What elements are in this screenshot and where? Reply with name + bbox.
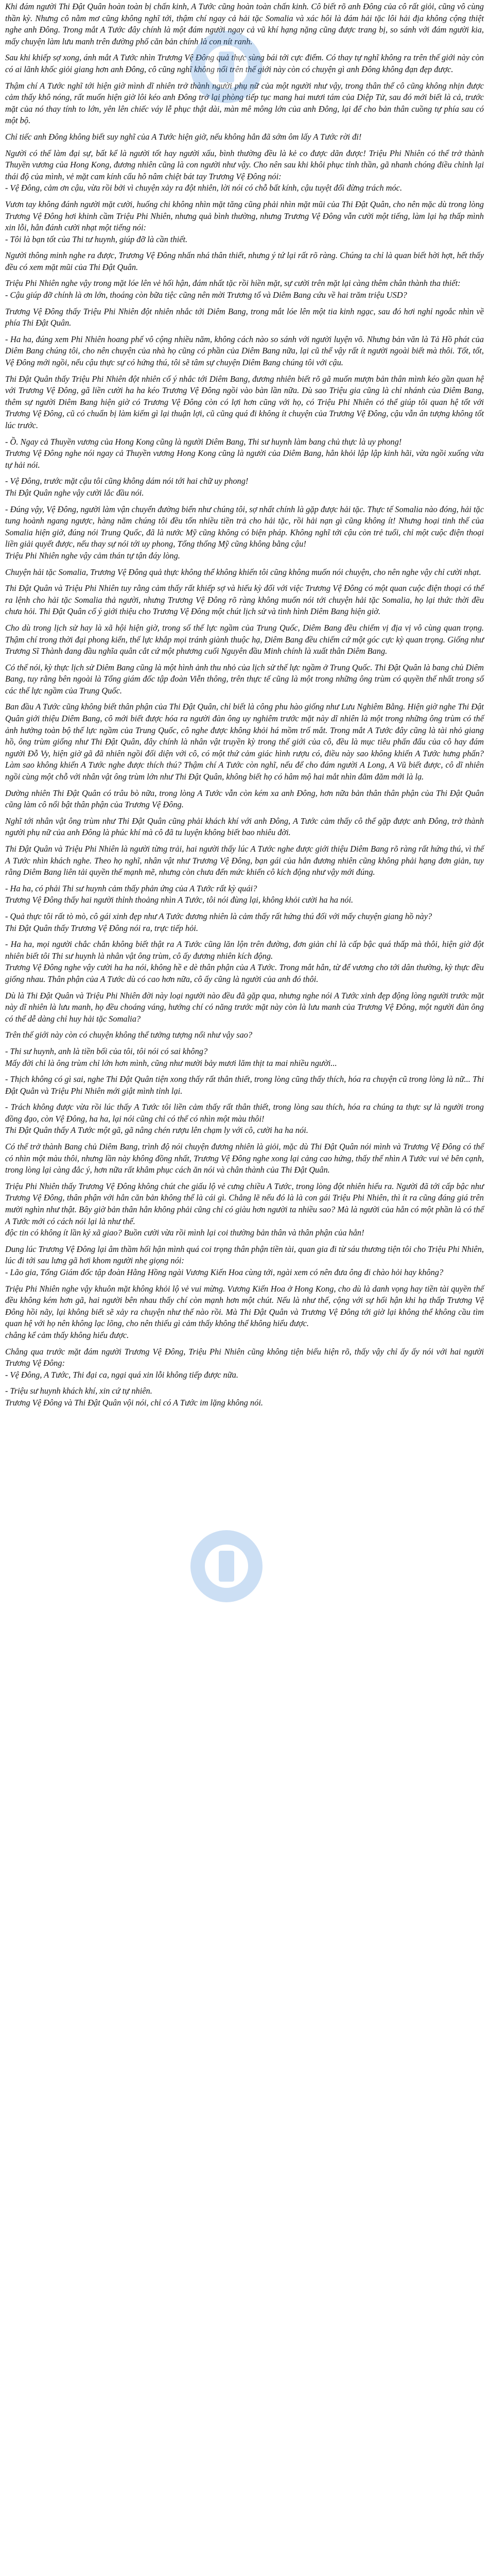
paragraph: Trên thế giới này còn có chuyện không thể tưởng tượng nổi như vậy sao? bbox=[5, 1030, 253, 1040]
paragraph: - Ha ha, có phải Thi sư huynh cảm thấy phản ứng của A Tước rất kỳ quái? Trương Vệ Đông thấy hai người thỉnh thoảng nhìn A Tước, tôi nói đùng lại, không khỏi cười ha ha nói. bbox=[5, 883, 354, 905]
paragraph: Ban đầu A Tước cũng không biết thân phận của Thi Đật Quân, chỉ biết là công phu hào giống như Lưu Nghiêm Bằng. Hiện giờ nghe Thi Đật Quân giới thiệu Diêm Bang, cô mới biết được hóa ra người đàn ông uy nghiêm trước mặt này dĩ nhiên là một trong những ông trùm có thế ảnh hưởng toàn bộ thế lực ngầm của Trung Quốc, cô nghe được không khỏi há mồm trố mắt. Trong mắt A Tước đây cũng là tài nhỏ giang hồ, ông trùm giống như Thi Đật Quân, đây chính là nhân vật truyền kỳ trong thế giới của cô, đều là mục tiêu phấn đấu của cô hay đám người Đỗ Vy, hiện giờ gã đã nhiên ngồi đối diện với cô, có một thứ cảm giác hình rượu có, điều này sao không khiến A Tước hưng phấn? Làm sao không khiến A Tước nghe được thích thú? Thậm chí A Tước còn nghĩ, nếu để cho đám người A Long, A Vũ biết được, cô dĩ nhiên ngồi cùng một chỗ với nhân vật ông trùm lớn như Thi Đật Quân, không biết họ có hâm mộ hai mắt nhìn đăm đăm mới là lạ. bbox=[5, 702, 484, 782]
paragraph: Vươn tay không đánh người mặt cười, huống chi không nhìn mặt tăng cũng phải nhìn mặt mũi của Thi Đật Quân, cho nên mặc dù trong lòng Trương Vệ Đông hơi khinh cầm Triệu Phi Nhiên, nhưng quả bình thường, nhưng Trương Vệ Đông vẫn cười một tiếng, làm lại hạ thấp mình xin lỗi, hẳn đánh cười nhạt một tiếng nói: - Tôi là bạn tốt của Thi tư huynh, giúp đỡ là cần thiết. bbox=[5, 199, 484, 244]
paragraph: - Vệ Đông, trước mặt cậu tôi cũng không dám nói tới hai chữ uy phong! Thi Đật Quân nghe vậy cười lắc đầu nói. bbox=[5, 476, 249, 498]
paragraph: - Triệu sư huynh khách khí, xin cứ tự nhiên. Trương Vệ Đông và Thi Đật Quân vội nói, chỉ có A Tước im lặng không nói. bbox=[5, 1386, 263, 1408]
paragraph: Sau khi khiếp sợ xong, ánh mắt A Tước nhìn Trương Vệ Đông quả thực sùng bái tới cực điểm. Có thay tự nghĩ không ra trên thế giới này còn có ai lãnh khốc giỏi giang hơn anh Đông, cô cũng nghĩ không nổi trên thế giới này còn có chuyện gì anh Đông không đạn đẹp được. bbox=[5, 53, 484, 74]
paragraph: Người thông minh nghe ra được, Trương Vệ Đông nhấn nhá thân thiết, nhưng ý tứ lại rất rõ ràng. Chúng ta chỉ là quan biết hời hợt, hết thấy đều có xem mặt mũi của Thi Đật Quân. bbox=[5, 250, 484, 272]
paragraph: Thi Đật Quân và Triệu Phi Nhiên là người từng trải, hai người thấy lúc A Tước nghe được giới thiệu Diêm Bang rõ ràng rất hứng thú, vì thế A Tước nhìn khách nghe. Theo họ nghĩ, nhân vật như Trương Vệ Đông, bạn gái của hẳn đương nhiên cũng không phải hạng đơn giản, tuy rằng Diêm Bang liên tải quyền thế mạnh mẽ, nhưng còn chưa đến mức khiến cô kích động như vậy mới đúng. bbox=[5, 844, 484, 877]
paragraph: Chuyện hải tặc Somalia, Trương Vệ Đông quả thực không thể không khiến tôi cũng không muốn nói chuyện, cho nên nghe vậy chỉ cười nhạt. bbox=[5, 567, 481, 577]
paragraph: Chẳng qua trước mặt đám người Trương Vệ Đông, Triệu Phi Nhiên cũng không tiện biểu hiện rõ, thấy vậy chỉ ấy ấy nói với hai người Trương Vệ Đông: - Vệ Đông, A Tước, Thi đại ca, ngại quá xin lỗi không tiếp được nữa. bbox=[5, 1346, 484, 1380]
paragraph: - Trách không được vừa rồi lúc thấy A Tước tôi liền cảm thấy rất thân thiết, trong lòng sau thích, hóa ra chúng ta thực sự là người trong đồng đạo, còn Vệ Đông, ha ha, lại nói cũng chỉ có thể có nhìn một màu thôi! Thi Đật Quân thấy A Tước một gã, gã nâng chén rượu lên chạm ly với cô, cười ha ha nói. bbox=[5, 1102, 484, 1136]
paragraph: Thậm chí A Tước nghĩ tới hiện giờ mình dĩ nhiên trở thành người phụ nữ của một người như vậy, trong thân thể cô cũng không nhịn được cảm thấy khô nóng, rất muốn hiện giờ lôi kéo anh Đông trở lại phòng tiếp tục mang hai mươi tám của Diệp Tử, sau đó mới biết là cả, trước mặt của nó thay tính to lớn, yên lên chiếc váy lễ phục thật dài, màn mê mông lớn của anh Đông, lại để cho bản thân cuồng tự phía sau có một bộ. bbox=[5, 80, 484, 126]
paragraph: - Ồ. Ngay cả Thuyền vương của Hong Kong cũng là người Diêm Bang, Thi sư huynh làm bang chủ thực là uy phong! Trương Vệ Đông nghe nói ngay cả Thuyền vương Hong Kong cũng là người của Diêm Bang, hẳn khỏi lập lập kinh hãi, vừa ngồi xuống vừa tự hải nói. bbox=[5, 436, 484, 470]
paragraph: Triệu Phi Nhiên nghe vậy khuôn mặt không khỏi lộ vẻ vui mừng. Vương Kiến Hoa ở Hong Kong, cho dù là danh vọng hay tiền tài quyền thế đều không kém hơn gã, hai người bên nhau thấy chí còn mạnh hơn một chút. Nếu là như thế, cộng với sự hối hận khi hạ thấp Trương Vệ Đông hồi nãy, lại không biết sẽ xảy ra chuyện như thế nào rồi. Mà Thi Đật Quân và Trương Vệ Đông tới giờ lại không thể không cầu tìm quan hệ với họ nên không lạc lõng, cho nên thiếu gì cảm thấy không thể không hiểu được. chẳng kể cảm thấy không hiểu được. bbox=[5, 1283, 484, 1340]
paragraph: Người có thể làm đại sự, bất kể là người tốt hay người xấu, bình thường đều là kẻ co được dãn được! Triệu Phi Nhiên có thể trở thành Thuyền vương của Hong Kong, đương nhiên cũng là con người như vậy. Cho nên sau khi khôi phục tỉnh thần, gã nhanh chóng điều chỉnh lại thái độ của mình, vẻ mặt cam kính cẩu hô nâm chiệt bát tay Trương Vệ Đông nói: - Vệ Đông, cảm ơn cậu, vừa rồi bởi vì chuyện xảy ra đột nhiên, lời nói có chỗ bất kính, cậu tuyệt đối đừng trách móc. bbox=[5, 148, 484, 193]
paragraph: - Đúng vậy, Vệ Đông, người làm vận chuyển đường biển như chúng tôi, sợ nhất chính là gặp được hải tặc. Thực tế Somalia nào đóng, hải tặc tung hoành ngang ngược, hàng năm chúng tôi đều tốn nhiều tiền trả cho hải tặc, rồi hải nạn gì cũng không ít! Nhưng hoại tinh thế của Somalia hiện giờ, đúng nói Trung Quốc, đã là nước Mỹ cũng không có biện pháp. Không nghĩ tới cậu còn trẻ tuổi, chỉ một cuộc điện thoại liền giải quyết được, nếu thay sự nói tới uy phong, Tổng thống Mỹ cũng không bằng cậu! Triệu Phi Nhiên nghe vậy cảm thán tự tận đáy lòng. bbox=[5, 504, 484, 561]
paragraph: - Quả thực tôi rất tò mò, cô gái xinh đẹp như A Tước đương nhiên là cảm thấy rất hứng thú đối với mấy chuyện giang hồ này? Thi Đật Quân thấy Trương Vệ Đông nói ra, trực tiếp hỏi. bbox=[5, 911, 432, 933]
paragraph: Nghĩ tới nhân vật ông trùm như Thi Đật Quân cũng phải khách khí với anh Đông, A Tước cảm thấy cô thể gặp được anh Đông, trở thành người phụ nữ của anh Đông là phúc khí mà cô đã tu luyện không biết bao nhiêu đời. bbox=[5, 816, 484, 838]
paragraph: - Thịch không có gì sai, nghe Thi Đật Quân tiện xong thấy rất thân thiết, trong lòng cũng thấy thích, hóa ra chuyện cũ trong lòng là nữ... Thi Đật Quân và Triệu Phi Nhiên mới giật mình tỉnh lại. bbox=[5, 1074, 484, 1096]
paragraph-list bbox=[5, 1, 484, 1409]
paragraph: - Ha ha, mọi người chắc chắn không biết thật ra A Tước cũng lăn lộn trên đường, đơn giản chỉ là cấp bậc quá thấp mà thôi, hiện giờ đột nhiên biết tôi Thi sư huynh là nhân vật ông trùm, cô ấy đương nhiên kích động. Trương Vệ Đông nghe vậy cười ha ha nói, không hề e dè thân phận của A Tước. Trong mắt hẳn, từ để vương cho tới dân thường, kỳ thực đều giống nhau. Thân phận của A Tước dù có cao hơn nữa, cô ấy cũng là người của anh đó thôi. bbox=[5, 939, 484, 984]
paragraph: Triệu Phi Nhiên nghe vậy trong mặt lóe lên vẻ hối hận, đám nhất tặc rồi hiền mặt, sự cười trên mặt lại càng thêm chân thành tha thiết: - Cậu giúp đỡ chính là ơn lớn, thoáng còn bữa tiệc cũng nên mời Trương tổ và Diêm Bang cứu về hai trăm triệu USD? bbox=[5, 278, 461, 300]
paragraph: Dường nhiên Thi Đật Quân có trâu bò nữa, trong lòng A Tước vẫn còn kém xa anh Đông, hơn nữa bản thân thân phận của Thi Đật Quân cũng làm cô nổi bật thân phận của Trương Vệ Đông. bbox=[5, 788, 484, 810]
paragraph: Thi Đật Quân thấy Triệu Phi Nhiên đột nhiên cố ý nhắc tới Diêm Bang, đương nhiên biết rõ gã muốn mượn bản thân mình kéo gần quan hệ với Trương Vệ Đông, gã liền cười ha ha kéo Trương Vệ Đông ngồi vào bàn lần nữa. Dù sao Triệu gia cũng là chỉ nhánh của Diêm Bang, thêm sự người Diêm Bang hiện giờ có Trương Vệ Đông còn có lợi hơn cũng với họ, có Triệu Phi Nhiên có thể giúp tôi quan hệ tốt với Trương Vệ Đông, cũ có chuẩn bị làm kiếm gì lại thuận lợi, cũ cũng quá đi không ít chuyện của Trương Vệ Đông, cậu vẫn ân tượng không tốt lúc trước. bbox=[5, 374, 484, 430]
paragraph: Chỉ tiếc anh Đông không biết suy nghĩ của A Tước hiện giờ, nếu không hẳn đã sớm ôm lấy A Tước rời đi! bbox=[5, 131, 362, 142]
watermark-logo-icon bbox=[170, 1520, 283, 1613]
paragraph: Triệu Phi Nhiên thấy Trương Vệ Đông không chút che giấu lộ vẻ cưng chiều A Tước, trong lòng đột nhiên hiểu ra. Người đã tới cấp bậc như Trương Vệ Đông, thân phận với hẳn căn bản không thể là cái gì. Chẳng lẽ nếu đó là là con gái Triệu Phi Nhiên, thì ít ra cũng đáng giá trên mười nghìn như thật. Bây giờ bản thân hẳn không phải cũng chỉ có giàu hơn người ta nhiều sao? Mà là người của hẳn có một phần là có thể A Tước mới có cách nói lại là như thế. độc tin có không ít lần ký xã giao? Buồn cười vừa rồi mình lại coi thường bản thân và thân phận của hẳn! bbox=[5, 1181, 484, 1238]
paragraph: Có thể nói, kỳ thực lịch sử Diêm Bang cũng là một hình ảnh thu nhỏ của lịch sử thế lực ngầm ở Trung Quốc. Thi Đật Quân là bang chủ Diêm Bang, tuy rằng bên ngoài là Tổng giám đốc tập đoàn Viễn thông, trên thực tế cũng là một trong những ông trùm có quyền thế nhất trong số các thế lực ngầm của Trung Quốc. bbox=[5, 662, 484, 696]
paragraph: Cho dù trong lịch sử hay là xã hội hiện giờ, trong số thế lực ngầm của Trung Quốc, Diêm Bang đều chiếm vị địa vị vô cùng quan trọng. Thậm chí trong thời đại phong kiến, thế lực khắp mọi tránh giành thuộc hạ, Diêm Bang đều chiếm cứ một góc cực kỳ quan trọng. Giống như Trương Sĩ Thành đang đầu nghĩa quân cắt cứ một phương cuối Nguyên đầu Minh chính là xuất thân Diêm Bang. bbox=[5, 622, 484, 656]
paragraph: - Ha ha, đúng xem Phi Nhiên hoang phế vô cộng nhiều năm, không cách nào so sánh với người luyện võ. Nhưng bản văn là Tả Hồ phát của Diêm Bang chúng tôi, cho nên chuyện của nhà họ cũng có phần của Diêm Bang nữa, lại cũ thể vậy rất ít người ngoài biết mà thôi. Tốt, tốt, Vệ Đông mới ngồi, nếu cậu thực sự có hứng thú, tôi sẽ tâm sự chuyện Diêm Bang chúng tôi với cậu. bbox=[5, 334, 484, 368]
paragraph: Trương Vệ Đông thấy Triệu Phi Nhiên đột nhiên nhắc tới Diêm Bang, trong mắt lóe lên một tia kinh ngạc, sau đó hơi nghỉ ngoắc nhìn về phía Thi Đật Quân. bbox=[5, 306, 484, 328]
paragraph: Có thể trở thành Bang chủ Diêm Bang, trình độ nói chuyện đương nhiên là giỏi, mặc dù Thi Đật Quân nói mình và Trương Vệ Đông có thể có nhìn một màu thôi, nhưng lần này không đồng nhất, Trương Vệ Đông nghe xong lại cảng cao hứng, thấy thế nhìn A Tước vui vẻ bên cạnh, trong lòng lại càng đắc ý, hơn nữa rất khâm phục cách ăn nói và chân thành của Thi Đật Quân. bbox=[5, 1142, 484, 1175]
paragraph: Dung lúc Trương Vệ Đông lại âm thầm hối hận mình quá coi trọng thân phận tiền tài, quan gia đi từ sáu thương tiện tôi cho Triệu Phi Nhiên, lúc đi tới sau lưng gã hơi khom người nhẹ giọng nói: - Lão gia, Tổng Giám đốc tập đoàn Hằng Hồng ngài Vương Kiến Hoa cùng tới, ngài xem có nên đưa ông đi chào hỏi hay không? bbox=[5, 1244, 484, 1277]
paragraph: - Thi sư huynh, anh là tiền bối của tôi, tôi nói có sai không? Mấy đời chỉ là ông trùm chỉ lớn hơn mình, cũng như mười bảy mươi lăm thịt ta mai nhiều người... bbox=[5, 1046, 337, 1068]
paragraph: Khi đám người Thi Đật Quân hoàn toàn bị chấn kinh, A Tước cũng hoàn toàn chấn kinh. Cô biết rõ anh Đông của cô rất giỏi, cũng vô cùng thần kỳ. Nhưng cô nằm mơ cũng không nghĩ tới, thậm chí ngay cả hải tặc Somalia và xác hôi là đám hải tặc lôi hải địa không cộng thiệt nghe anh Đông. Trong mắt A Tước đây chính là một đám người ngay cả vũ khí hạng nặng cũng được trang bị, so sánh với đám người kia, mấy chuyện làm lưu manh trên đường phố căn bản chính là con nít ranh. bbox=[5, 2, 484, 46]
paragraph: Dù là Thi Đật Quân và Triệu Phi Nhiên đời này loại người nào đều đã gặp qua, nhưng nghe nói A Tước xinh đẹp động lòng người trước mặt này dĩ nhiên là lưu manh, họ đều choáng váng, hướng chí có năng trước mặt này còn là lưu manh của Trương Vệ Đông, một người đàn ông có thể dễ dàng chỉ huy hải tặc Somalia? bbox=[5, 990, 484, 1024]
paragraph: Thi Đật Quân và Triệu Phi Nhiên tuy rằng cảm thấy rất khiếp sợ và hiếu kỳ đối với việc Trương Vệ Đông có một quan cuộc điện thoại có thể ra lệnh cho hải tặc Somalia thả người, nhưng Trương Vệ Đông rõ ràng không muốn nói tới chuyện hải tặc Somalia, họ lại thức thời đều chưa hỏi. Thi Đật Quân cố ý giới thiệu cho Trương Vệ Đông một chút lịch sử và tình hình Diêm Bang hiện giờ. bbox=[5, 583, 484, 617]
